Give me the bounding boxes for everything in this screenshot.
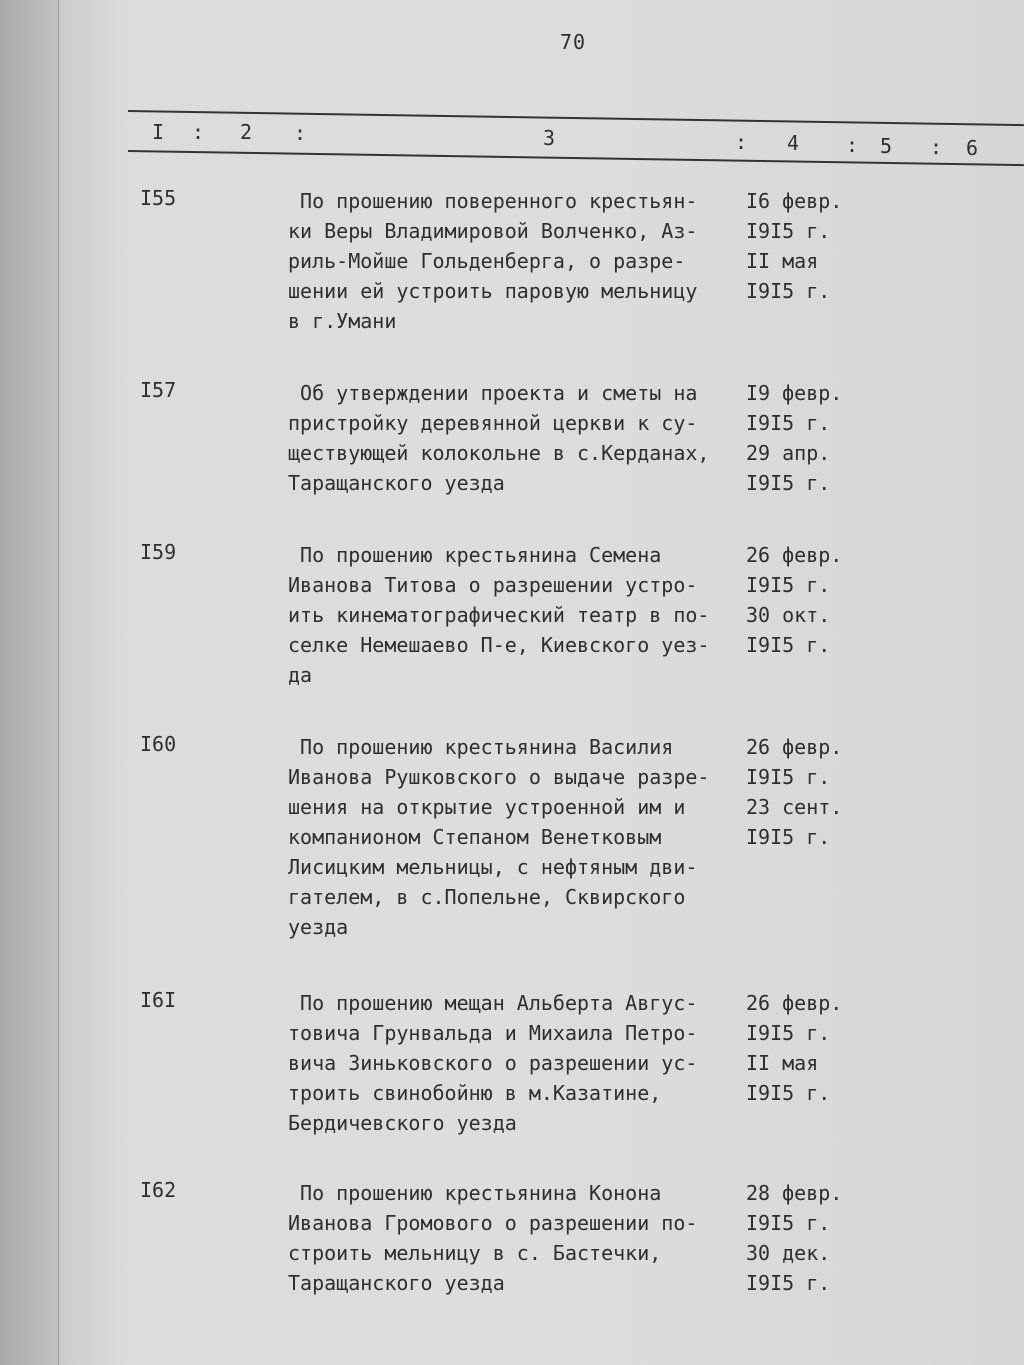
entry-dates [746, 186, 866, 306]
column-5-header: 5 [880, 134, 893, 158]
column-separator: : [846, 133, 859, 157]
entry-description-line: Иванова Титова о разрешении устро- [288, 573, 698, 597]
entry-date-line: I9I5 г. [746, 1271, 831, 1295]
entry-description-line: ки Веры Владимировой Волченко, Аз- [288, 219, 698, 243]
entry-description-line: По прошению крестьянина Конона [288, 1181, 662, 1205]
entry-description [288, 732, 748, 942]
entry-date-line: I9I5 г. [746, 1021, 831, 1045]
entry-date-line: I9I5 г. [746, 279, 831, 303]
column-separator: : [294, 121, 307, 145]
entry-date-line: I9I5 г. [746, 825, 831, 849]
entry-description-line: пристройку деревянной церкви к су- [288, 411, 698, 435]
entry-description-line: По прошению поверенного крестьян- [288, 189, 698, 213]
entry-description-line: уезда [288, 915, 349, 939]
entry-date-line: I9I5 г. [746, 573, 831, 597]
entry-description [288, 540, 748, 690]
entry-description-line: Таращанского уезда [288, 471, 505, 495]
entry-description-line: компанионом Степаном Венетковым [288, 825, 662, 849]
entry-number: I55 [140, 186, 177, 210]
entry-date-line: 26 февр. [746, 735, 843, 759]
entry-dates [746, 732, 866, 852]
entry-date-line: 28 февр. [746, 1181, 843, 1205]
entry-date-line: I9I5 г. [746, 471, 831, 495]
entry-description [288, 186, 748, 336]
entry-date-line: 30 окт. [746, 603, 831, 627]
entry-number: I6I [140, 988, 177, 1012]
entry-description-line: Об утверждении проекта и сметы на [288, 381, 698, 405]
entry-description-line: Бердичевского уезда [288, 1111, 517, 1135]
entry-description-line: вича Зиньковского о разрешении ус- [288, 1051, 698, 1075]
entry-description-line: риль-Мойше Гольденберга, о разре- [288, 249, 686, 273]
entry-date-line: I9 февр. [746, 381, 843, 405]
entry-date-line: I9I5 г. [746, 219, 831, 243]
entry-date-line: I9I5 г. [746, 633, 831, 657]
entry-date-line: I6 февр. [746, 189, 843, 213]
entry-description-line: ществующей колокольне в с.Керданах, [288, 441, 710, 465]
column-separator: : [930, 135, 943, 159]
column-1-header: I [152, 120, 165, 144]
entry-description-line: ить кинематографический театр в по- [288, 603, 710, 627]
entry-date-line: I9I5 г. [746, 1081, 831, 1105]
entry-description-line: товича Грунвальда и Михаила Петро- [288, 1021, 698, 1045]
entry-number: I60 [140, 732, 177, 756]
entry-description-line: селке Немешаево П-е, Киевского уез- [288, 633, 710, 657]
entry-date-line: II мая [746, 249, 819, 273]
entry-date-line: I9I5 г. [746, 765, 831, 789]
entry-description-line: По прошению крестьянина Семена [288, 543, 662, 567]
entry-number: I62 [140, 1178, 177, 1202]
entry-date-line: 23 сент. [746, 795, 843, 819]
column-6-header: 6 [966, 136, 979, 160]
column-separator: : [735, 130, 748, 154]
entry-date-line: I9I5 г. [746, 1211, 831, 1235]
entry-date-line: 26 февр. [746, 543, 843, 567]
entry-dates [746, 540, 866, 660]
entry-date-line: 29 апр. [746, 441, 831, 465]
column-3-header: 3 [543, 126, 556, 150]
column-4-header: 4 [787, 131, 800, 155]
entry-description-line: Иванова Громового о разрешении по- [288, 1211, 698, 1235]
entry-description-line: троить свинобойню в м.Казатине, [288, 1081, 662, 1105]
entry-description-line: По прошению мещан Альберта Авгус- [288, 991, 698, 1015]
entry-description [288, 1178, 748, 1298]
entry-date-line: I9I5 г. [746, 411, 831, 435]
table-header-top-rule [128, 110, 1024, 126]
entry-date-line: II мая [746, 1051, 819, 1075]
entry-description-line: Лисицким мельницы, с нефтяным дви- [288, 855, 698, 879]
page-number: 70 [560, 30, 587, 54]
entry-description-line: По прошению крестьянина Василия [288, 735, 674, 759]
entry-description-line: в г.Умани [288, 309, 397, 333]
entry-dates [746, 1178, 866, 1298]
entry-description-line: Иванова Рушковского о выдаче разре- [288, 765, 710, 789]
column-separator: : [192, 120, 205, 144]
entry-description [288, 378, 748, 498]
column-2-header: 2 [240, 120, 253, 144]
entry-description-line: строить мельницу в с. Бастечки, [288, 1241, 662, 1265]
entry-dates [746, 378, 866, 498]
entry-description [288, 988, 748, 1138]
entry-description-line: шения на открытие устроенной им и [288, 795, 686, 819]
previous-page-edge [0, 0, 59, 1365]
entry-number: I57 [140, 378, 177, 402]
entry-date-line: 26 февр. [746, 991, 843, 1015]
entry-description-line: Таращанского уезда [288, 1271, 505, 1295]
entry-date-line: 30 дек. [746, 1241, 831, 1265]
entry-description-line: шении ей устроить паровую мельницу [288, 279, 698, 303]
entry-dates [746, 988, 866, 1108]
entry-description-line: да [288, 663, 313, 687]
entry-number: I59 [140, 540, 177, 564]
entry-description-line: гателем, в с.Попельне, Сквирского [288, 885, 686, 909]
